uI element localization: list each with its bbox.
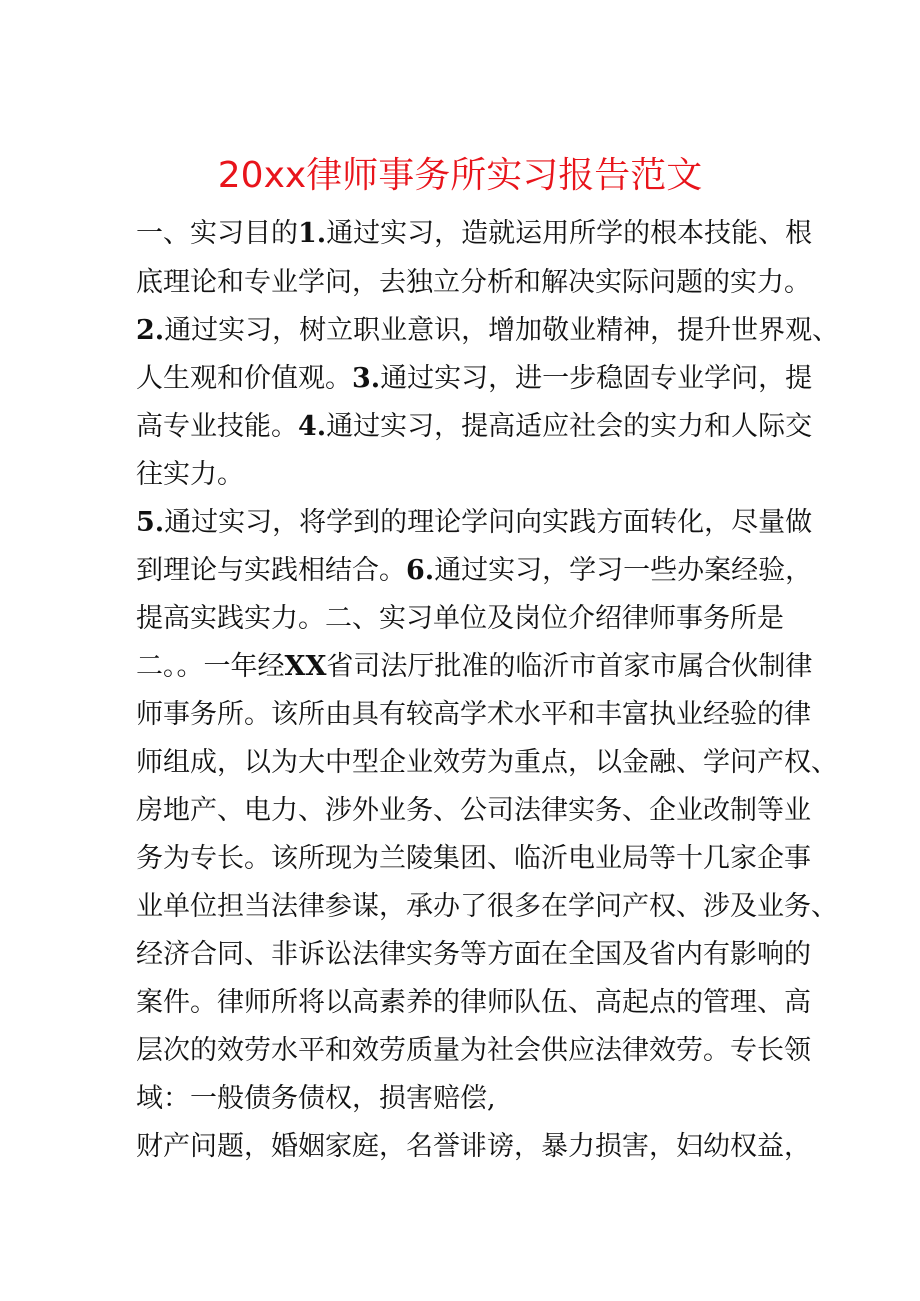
body-line: 底理论和专业学问，去独立分析和解决实际问题的实力。 (136, 267, 811, 298)
body-line: 业单位担当法律参谋，承办了很多在学问产权、涉及业务、 (136, 891, 838, 922)
body-line: 到理论与实践相结合。6.通过实习，学习一些办案经验， (136, 555, 813, 586)
body-line: 二。。一年经XX省司法厅批准的临沂市首家市属合伙制律 (136, 651, 813, 682)
body-line: 人生观和价值观。3.通过实习，进一步稳固专业学问，提 (136, 363, 813, 394)
body-line: 案件。律师所将以高素养的律师队伍、高起点的管理、高 (136, 987, 811, 1018)
body-line: 域：一般债务债权，损害赔偿, (136, 1083, 496, 1114)
body-line: 往实力。 (136, 459, 244, 490)
body-line: 提高实践实力。二、实习单位及岗位介绍律师事务所是 (136, 603, 784, 634)
body-line: 房地产、电力、涉外业务、公司法律实务、企业改制等业 (136, 795, 811, 826)
body-line: 师事务所。该所由具有较高学术水平和丰富执业经验的律 (136, 699, 811, 730)
body-line: 高专业技能。4.通过实习，提高适应社会的实力和人际交 (136, 411, 813, 442)
body-line: 师组成，以为大中型企业效劳为重点，以金融、学问产权、 (136, 747, 838, 778)
body-line: 经济合同、非诉讼法律实务等方面在全国及省内有影响的 (136, 939, 811, 970)
body-line: 层次的效劳水平和效劳质量为社会供应法律效劳。专长领 (136, 1035, 811, 1066)
body-line: 2.通过实习，树立职业意识，增加敬业精神，提升世界观、 (136, 315, 840, 346)
body-line: 务为专长。该所现为兰陵集团、临沂电业局等十几家企事 (136, 843, 811, 874)
body-line: 一、实习目的1.通过实习，造就运用所学的根本技能、根 (136, 218, 813, 249)
document-title: 20xx律师事务所实习报告范文 (217, 155, 703, 196)
body-line: 5.通过实习，将学到的理论学问向实践方面转化，尽量做 (136, 507, 813, 538)
body-line: 财产问题，婚姻家庭，名誉诽谤，暴力损害，妇幼权益， (136, 1131, 811, 1162)
